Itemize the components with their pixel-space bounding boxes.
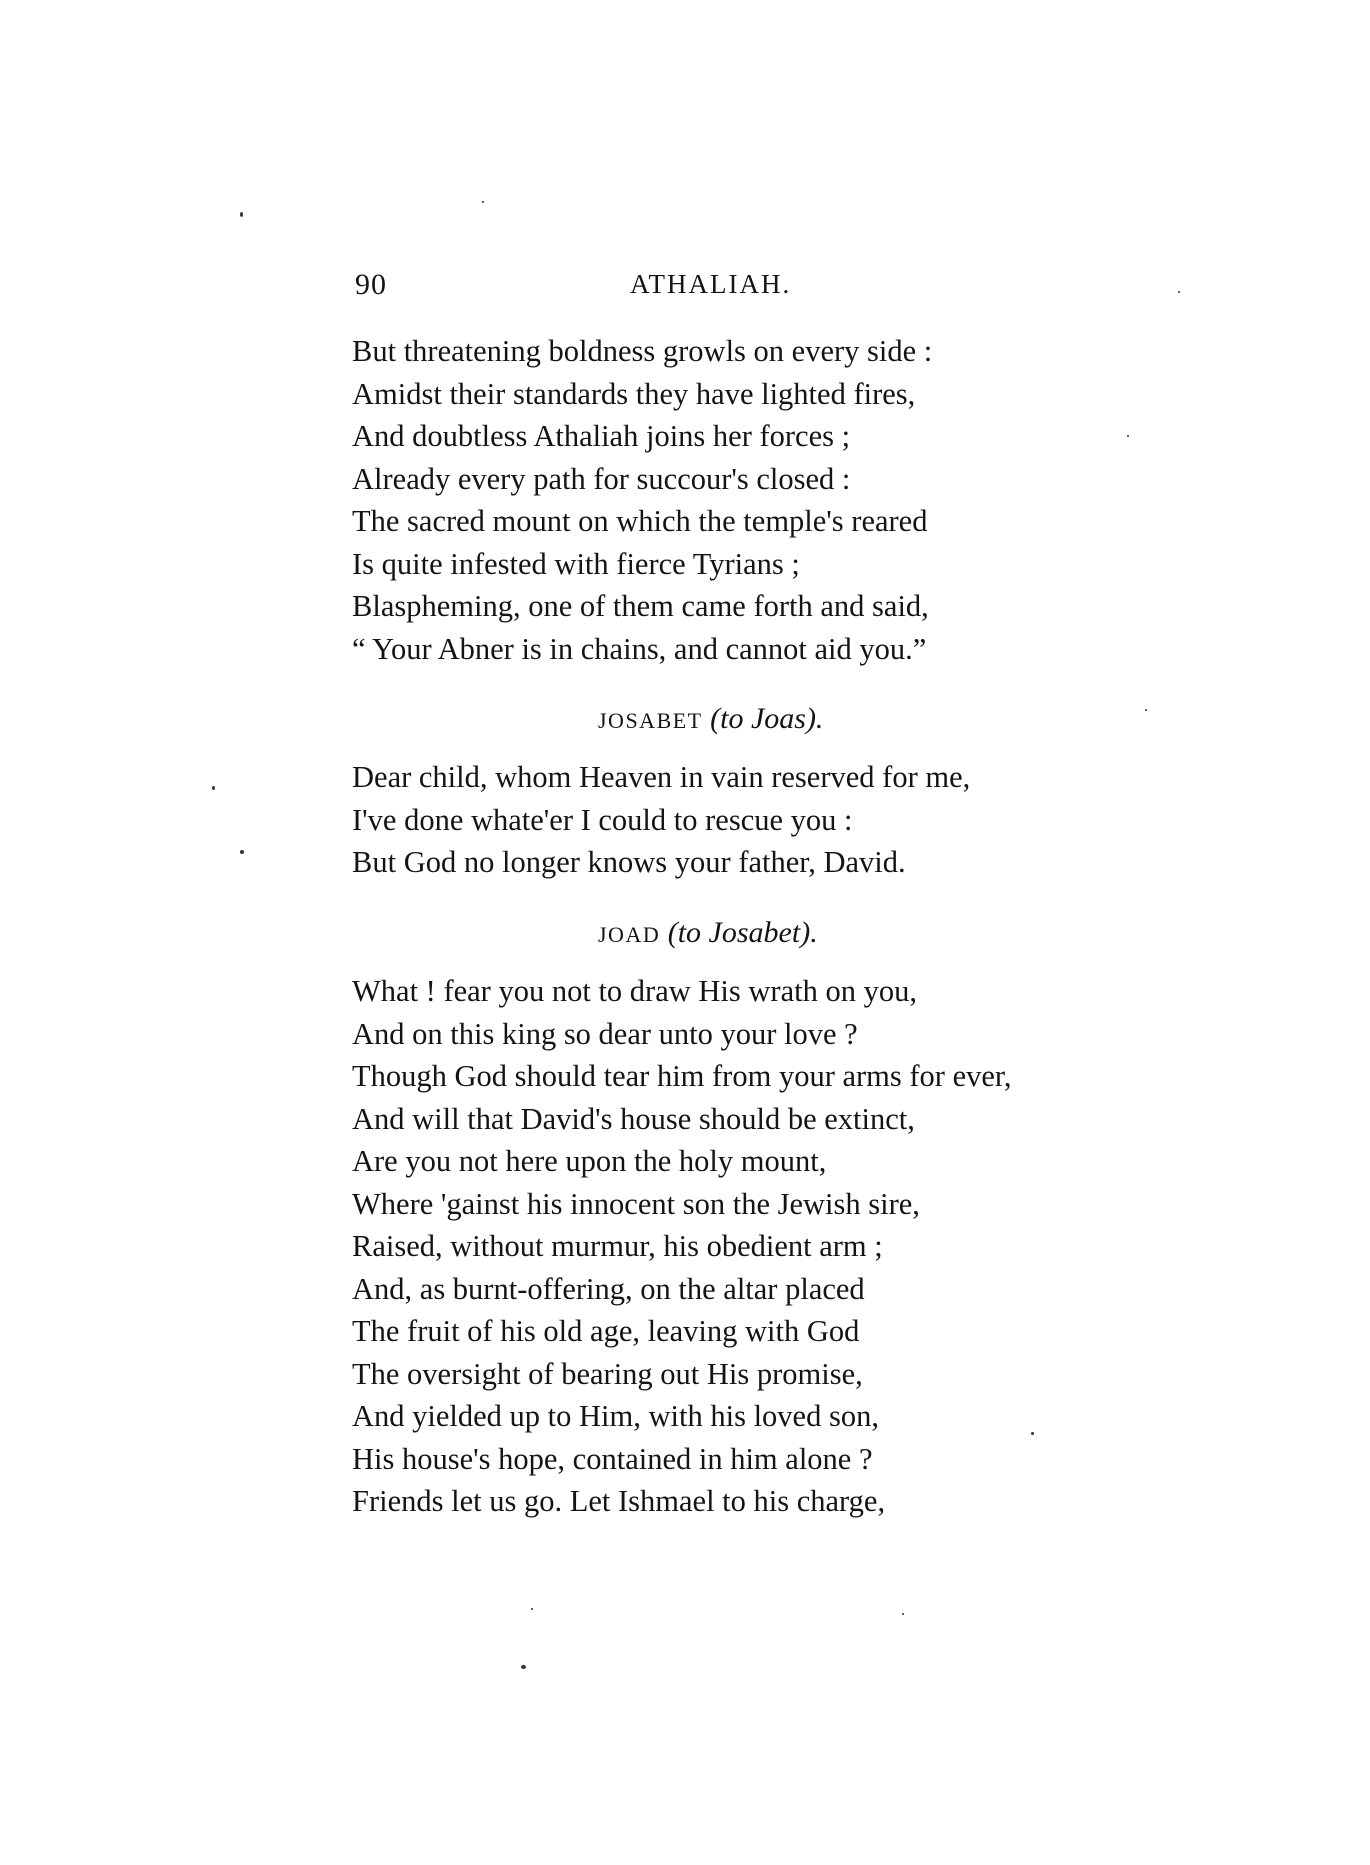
- verse-line: But threatening boldness growls on every side :: [352, 334, 933, 368]
- speaker-heading-joad: [598, 916, 818, 950]
- verse-line: Raised, without murmur, his obedient arm ;: [352, 1229, 883, 1263]
- verse-line: His house's hope, contained in him alone ?: [352, 1441, 873, 1476]
- verse-line: Dear child, whom Heaven in vain reserved for me,: [352, 760, 971, 794]
- verse-line: Amidst their standards they have lighted fires,: [352, 376, 916, 411]
- verse-line: “ Your Abner is in chains, and cannot aid you.”: [352, 631, 927, 666]
- scan-speck: [240, 850, 244, 854]
- verse-line: What ! fear you not to draw His wrath on you,: [352, 974, 917, 1008]
- verse-line: Though God should tear him from your arms for ever,: [352, 1059, 1012, 1093]
- stage-direction: (to Joas).: [710, 702, 824, 735]
- speaker-heading-josabet: [598, 702, 823, 736]
- verse-line: And yielded up to Him, with his loved son,: [352, 1399, 879, 1433]
- verse-line: The fruit of his old age, leaving with God: [352, 1314, 860, 1348]
- stage-direction: (to Josabet).: [667, 916, 818, 949]
- scan-speck: [531, 1608, 533, 1610]
- verse-line: Friends let us go. Let Ishmael to his charge,: [352, 1484, 886, 1518]
- scan-speck: [1178, 291, 1180, 293]
- scan-speck: [1127, 435, 1129, 437]
- scan-speck: [521, 1665, 526, 1669]
- verse-line: And, as burnt-offering, on the altar placed: [352, 1271, 865, 1306]
- verse-line: And on this king so dear unto your love ?: [352, 1016, 858, 1051]
- verse-line: And doubtless Athaliah joins her forces ;: [352, 419, 851, 453]
- scan-speck: [1031, 1432, 1034, 1435]
- scan-speck: [902, 1613, 904, 1615]
- speaker-name: JOAD: [598, 922, 661, 947]
- scan-speck: [1145, 709, 1147, 711]
- verse-block-1: [352, 330, 1232, 670]
- speaker-name: JOSABET: [598, 708, 703, 733]
- verse-line: But God no longer knows your father, David.: [352, 845, 906, 879]
- verse-line: The sacred mount on which the temple's reared: [352, 504, 928, 538]
- verse-line: Are you not here upon the holy mount,: [352, 1144, 827, 1178]
- page-number: 90: [355, 268, 387, 301]
- verse-line: The oversight of bearing out His promise,: [352, 1356, 863, 1391]
- verse-line: Where 'gainst his innocent son the Jewish sire,: [352, 1186, 920, 1221]
- verse-line: Already every path for succour's closed :: [352, 461, 851, 496]
- scan-speck: [212, 786, 215, 790]
- verse-line: Blaspheming, one of them came forth and said,: [352, 589, 929, 623]
- verse-line: And will that David's house should be extinct,: [352, 1101, 915, 1136]
- running-head: [355, 268, 1145, 308]
- verse-block-3: [352, 970, 1232, 1523]
- verse-line: I've done whate'er I could to rescue you :: [352, 802, 853, 837]
- verse-line: Is quite infested with fierce Tyrians ;: [352, 546, 800, 581]
- running-title: ATHALIAH.: [630, 269, 792, 299]
- scan-speck: [482, 201, 484, 203]
- scan-speck: [240, 212, 243, 217]
- verse-block-2: [352, 756, 1232, 884]
